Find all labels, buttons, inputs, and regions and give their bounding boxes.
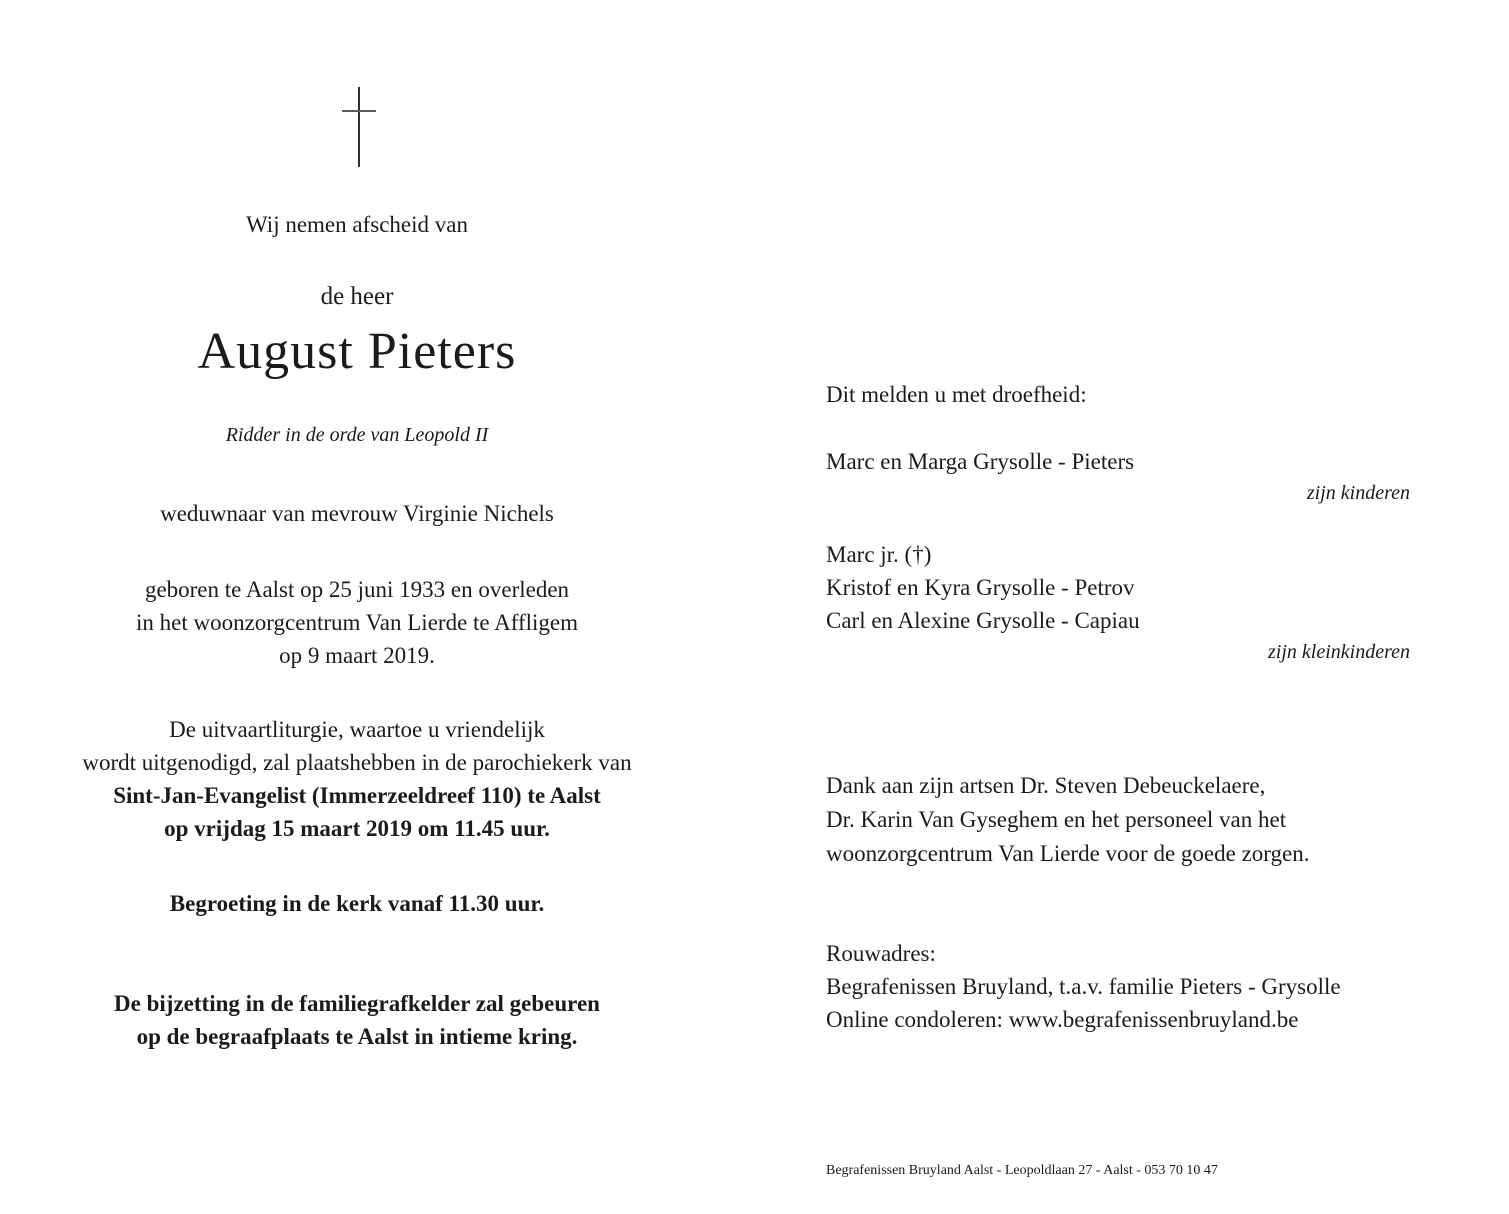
thanks-line: woonzorgcentrum Van Lierde voor de goede zorgen. [826, 841, 1310, 866]
service-line: wordt uitgenodigd, zal plaatshebben in de parochiekerk van [82, 750, 632, 775]
life-line: geboren te Aalst op 25 juni 1933 en overleden [144, 577, 570, 602]
life-line: in het woonzorgcentrum Van Lierde te Affligem [136, 610, 578, 635]
cross-horizontal-line [342, 110, 376, 112]
burial-paragraph [57, 987, 657, 1053]
footer-funeral-home: Begrafenissen Bruyland Aalst - Leopoldlaan 27 - Aalst - 053 70 10 47 [826, 1163, 1218, 1178]
thanks-line: Dank aan zijn artsen Dr. Steven Debeuckelaere, [826, 773, 1266, 798]
children-names: Marc en Marga Grysolle - Pieters [826, 449, 1135, 474]
memorial-cross-icon [342, 87, 376, 167]
farewell-intro: Wij nemen afscheid van [246, 212, 468, 237]
online-condolence-line: Online condoleren: www.begrafenissenbruyland.be [826, 1007, 1299, 1032]
grandchildren-names-paragraph [826, 538, 1410, 637]
children-label: zijn kinderen [1306, 482, 1410, 504]
life-line: op 9 maart 2019. [279, 643, 435, 668]
honorific-title: Ridder in de orde van Leopold II [225, 424, 489, 446]
service-line: De uitvaartliturgie, waartoe u vriendelijk [169, 717, 545, 742]
grandchild-line: Kristof en Kyra Grysolle - Petrov [826, 575, 1135, 600]
life-dates-paragraph [57, 573, 657, 672]
service-church-line: Sint-Jan-Evangelist (Immerzeeldreef 110) te Aalst [113, 783, 601, 808]
mourning-address-label: Rouwadres: [826, 941, 936, 966]
mourning-address-paragraph [826, 937, 1410, 1036]
deceased-name: August Pieters [197, 323, 517, 380]
cross-vertical-line [358, 87, 360, 167]
grandchild-line: Carl en Alexine Grysolle - Capiau [826, 608, 1140, 633]
deceased-title: de heer [320, 283, 394, 310]
grandchild-line: Marc jr. (†) [826, 542, 932, 567]
announcement-heading: Dit melden u met droefheid: [826, 382, 1087, 407]
burial-line: op de begraafplaats te Aalst in intieme kring. [136, 1024, 578, 1049]
funeral-service-paragraph [57, 713, 657, 845]
thanks-paragraph [826, 769, 1410, 871]
burial-line: De bijzetting in de familiegrafkelder zal gebeuren [114, 991, 600, 1016]
mourning-address-line: Begrafenissen Bruyland, t.a.v. familie Pieters - Grysolle [826, 974, 1341, 999]
thanks-line: Dr. Karin Van Gyseghem en het personeel van het [826, 807, 1287, 832]
greeting-line: Begroeting in de kerk vanaf 11.30 uur. [169, 891, 545, 916]
service-datetime-line: op vrijdag 15 maart 2019 om 11.45 uur. [164, 816, 550, 841]
grandchildren-label: zijn kleinkinderen [1268, 641, 1410, 663]
widower-line: weduwnaar van mevrouw Virginie Nichels [160, 501, 554, 526]
